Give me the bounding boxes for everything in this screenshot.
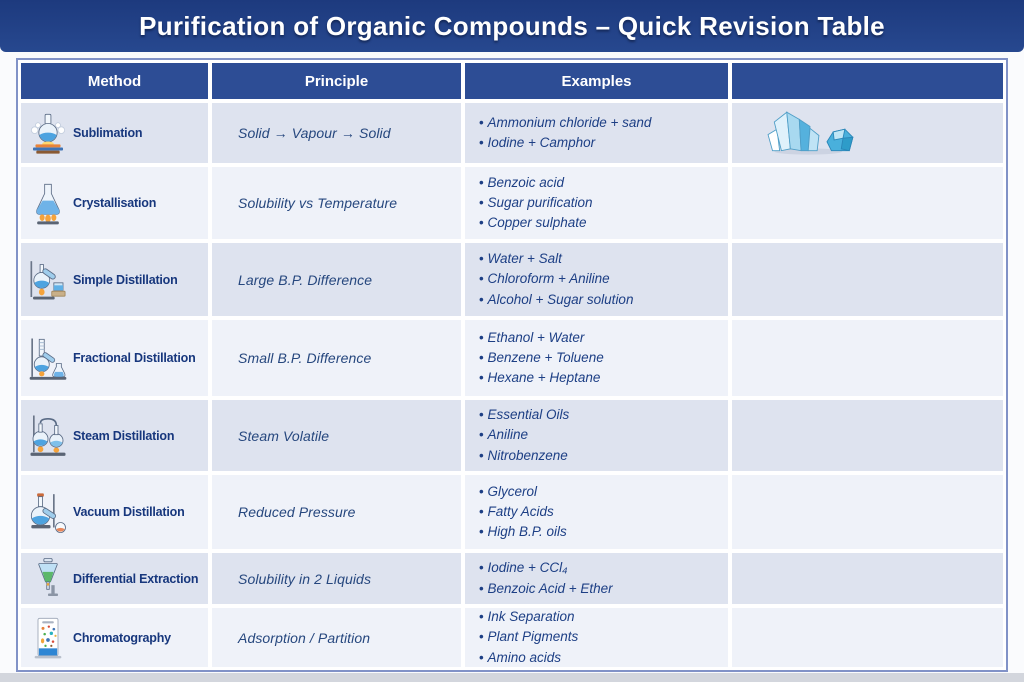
example-item: • Amino acids	[479, 648, 578, 667]
principle-cell	[212, 400, 461, 471]
image-cell	[732, 400, 1003, 471]
bottom-edge-strip	[0, 673, 1024, 682]
example-item: • Copper sulphate	[479, 213, 593, 233]
method-cell	[21, 103, 208, 163]
examples-cell	[465, 103, 728, 163]
examples-list	[479, 328, 604, 389]
method-label: Fractional Distillation	[73, 351, 196, 365]
chromatography-column-icon	[28, 615, 68, 660]
examples-cell	[465, 167, 728, 239]
examples-cell	[465, 475, 728, 549]
principle-text: Steam Volatile	[238, 427, 330, 444]
method-cell	[21, 320, 208, 396]
examples-list	[479, 405, 569, 466]
page-title: Purification of Organic Compounds – Quick Revision Table	[139, 10, 885, 41]
method-label: Crystallisation	[73, 196, 157, 210]
method-cell	[21, 608, 208, 667]
header-principle: Principle	[212, 63, 461, 99]
method-cell	[21, 553, 208, 604]
example-item: • Iodine + Camphor	[479, 133, 651, 153]
image-cell	[732, 553, 1003, 604]
method-label: Differential Extraction	[73, 571, 199, 586]
method-label: Simple Distillation	[73, 272, 178, 287]
header-examples: Examples	[465, 63, 728, 99]
examples-list	[479, 249, 633, 310]
method-cell	[21, 475, 208, 549]
method-label: Sublimation	[73, 126, 143, 140]
example-item: • Glycerol	[479, 482, 567, 502]
revision-table	[16, 58, 1008, 672]
principle-text: Solid → Vapour → Solid	[238, 125, 391, 141]
example-item: • Aniline	[479, 425, 569, 445]
examples-list	[479, 482, 567, 543]
method-cell	[21, 400, 208, 471]
example-item: • Alcohol + Sugar solution	[479, 290, 633, 310]
principle-cell	[212, 167, 461, 239]
example-item: • Water + Salt	[479, 249, 633, 269]
principle-cell	[212, 103, 461, 163]
examples-cell	[465, 608, 728, 667]
steam-distillation-icon	[28, 413, 68, 458]
example-item: • Fatty Acids	[479, 502, 567, 522]
example-item: • Plant Pigments	[479, 627, 578, 647]
method-cell	[21, 243, 208, 316]
image-cell	[732, 608, 1003, 667]
examples-list	[479, 173, 593, 234]
example-item: • Essential Oils	[479, 405, 569, 425]
example-item: • Benzoic Acid + Ether	[479, 579, 613, 599]
image-cell	[732, 103, 1003, 163]
method-label: Chromatography	[73, 630, 171, 645]
example-item: • Nitrobenzene	[479, 446, 569, 466]
examples-cell	[465, 320, 728, 396]
principle-cell	[212, 320, 461, 396]
principle-text: Reduced Pressure	[238, 504, 356, 520]
example-item: • Hexane + Heptane	[479, 368, 604, 388]
header-image	[732, 63, 1003, 99]
example-item: • Benzoic acid	[479, 173, 593, 193]
example-item: • Ink Separation	[479, 608, 578, 627]
sublimation-apparatus-icon	[28, 111, 68, 156]
principle-cell	[212, 608, 461, 667]
principle-text: Solubility in 2 Liquids	[238, 570, 372, 587]
example-item: • Benzene + Toluene	[479, 348, 604, 368]
separating-funnel-icon	[28, 556, 68, 601]
principle-text: Adsorption / Partition	[238, 629, 371, 646]
crystallisation-flask-icon	[28, 181, 68, 226]
method-cell	[21, 167, 208, 239]
examples-cell	[465, 553, 728, 604]
principle-cell	[212, 475, 461, 549]
method-label: Vacuum Distillation	[73, 505, 185, 519]
examples-list	[479, 558, 613, 599]
image-cell	[732, 167, 1003, 239]
examples-cell	[465, 243, 728, 316]
principle-text: Small B.P. Difference	[238, 350, 372, 366]
title-band	[0, 0, 1024, 52]
principle-cell	[212, 243, 461, 316]
example-item: • Ammonium chloride + sand	[479, 113, 651, 133]
principle-cell	[212, 553, 461, 604]
examples-cell	[465, 400, 728, 471]
example-item: • Ethanol + Water	[479, 328, 604, 348]
example-item: • Sugar purification	[479, 193, 593, 213]
principle-text: Large B.P. Difference	[238, 271, 373, 288]
image-cell	[732, 243, 1003, 316]
vacuum-distillation-icon	[28, 490, 68, 535]
simple-distillation-icon	[28, 257, 68, 302]
example-item: • High B.P. oils	[479, 522, 567, 542]
header-method: Method	[21, 63, 208, 99]
example-item: • Chloroform + Aniline	[479, 269, 633, 289]
example-item: • Iodine + CCl₄	[479, 558, 613, 578]
method-label: Steam Distillation	[73, 428, 175, 443]
crystals-illustration	[756, 106, 864, 161]
image-cell	[732, 475, 1003, 549]
examples-list	[479, 113, 651, 154]
principle-text: Solubility vs Temperature	[238, 195, 398, 211]
image-cell	[732, 320, 1003, 396]
examples-list	[479, 608, 578, 667]
fractional-distillation-icon	[28, 336, 68, 381]
